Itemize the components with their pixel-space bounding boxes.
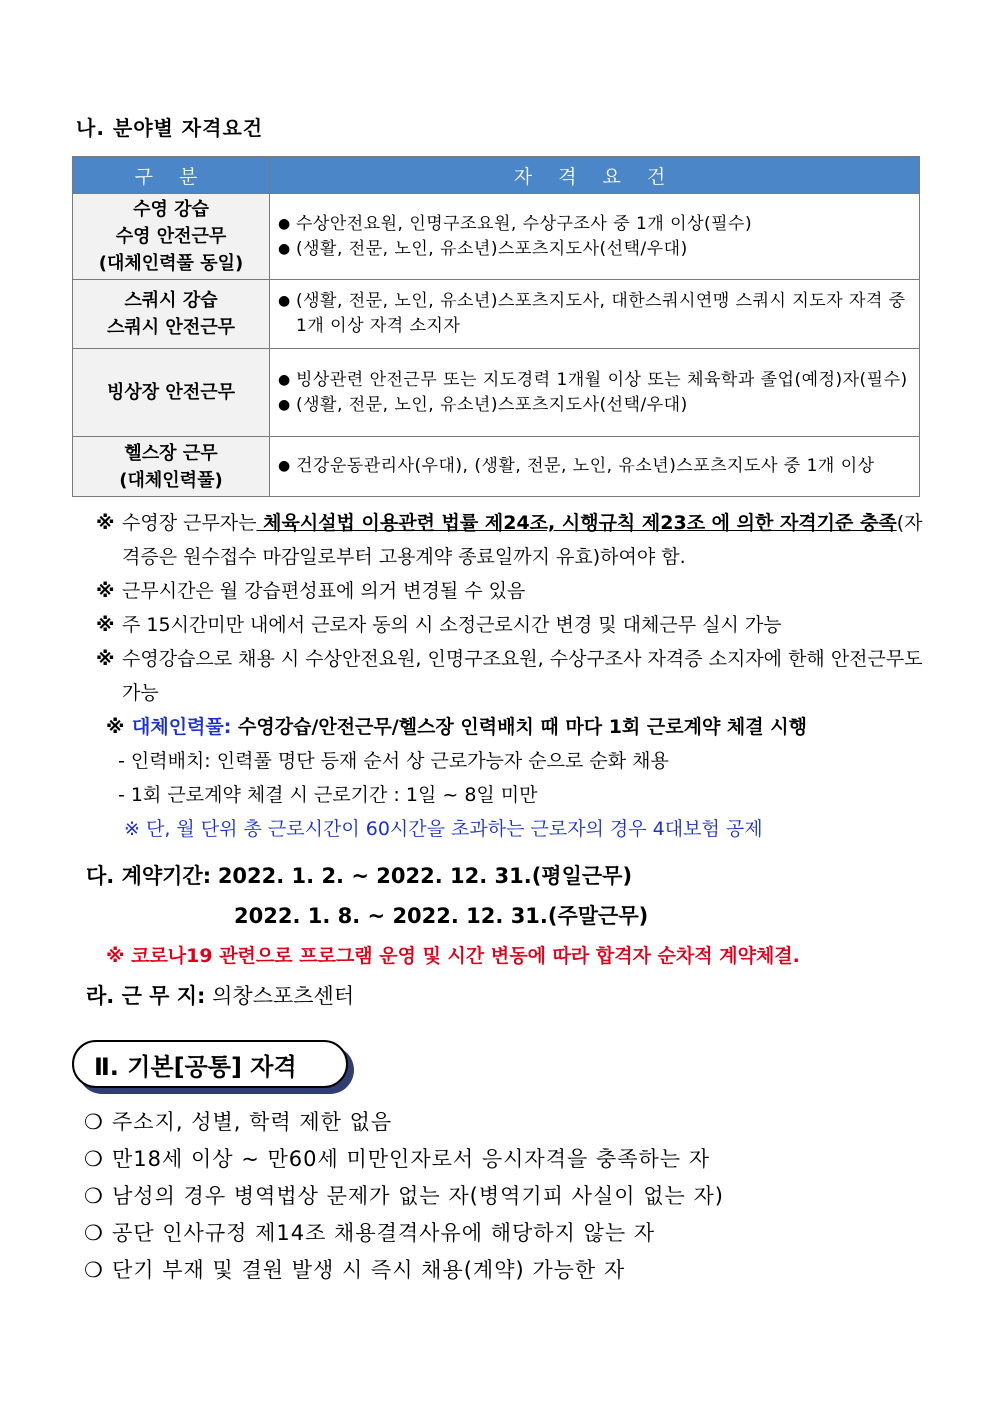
list-item: ● (생활, 전문, 노인, 유소년)스포츠지도사(선택/우대)	[276, 237, 911, 262]
circle-bullet-icon: ❍	[84, 1147, 104, 1171]
row-category	[73, 437, 270, 497]
table-row	[73, 194, 920, 280]
section-banner	[72, 1040, 348, 1088]
header-requirements: 자 격 요 건	[270, 157, 920, 194]
list-item: ● (생활, 전문, 노인, 유소년)스포츠지도사(선택/우대)	[276, 393, 911, 418]
basic-qualifications	[84, 1104, 724, 1289]
row-requirements	[270, 437, 920, 497]
list-item: ● 건강운동관리사(우대), (생활, 전문, 노인, 유소년)스포츠지도사 중 1개 이상	[276, 454, 911, 479]
row-requirements	[270, 194, 920, 280]
circle-bullet-icon: ❍	[84, 1110, 104, 1134]
banner-title: Ⅱ. 기본[공통] 자격	[94, 1053, 297, 1081]
category-line: (대체인력풀)	[119, 469, 223, 491]
note-mark: ※	[96, 648, 115, 670]
contract-section	[86, 856, 800, 1016]
note-item: ※ 근무시간은 월 강습편성표에 의거 변경될 수 있음	[96, 574, 926, 608]
note-insurance: ※ 단, 월 단위 총 근로시간이 60시간을 초과하는 근로자의 경우 4대보험 공제	[124, 818, 763, 840]
category-line: 스쿼시 강습	[124, 290, 218, 311]
contract-weekday: 다. 계약기간: 2022. 1. 2. ~ 2022. 12. 31.(평일근무)	[86, 864, 633, 888]
list-item: ❍ 남성의 경우 병역법상 문제가 없는 자(병역기피 사실이 없는 자)	[84, 1178, 724, 1215]
note-item: ※ 수영강습으로 채용 시 수상안전요원, 인명구조요원, 수상구조사 자격증 소지자에 한해 안전근무도 가능	[96, 642, 926, 710]
list-item: ❍ 단기 부재 및 결원 발생 시 즉시 채용(계약) 가능한 자	[84, 1252, 724, 1289]
circle-bullet-icon: ❍	[84, 1184, 104, 1208]
category-line: 스쿼시 안전근무	[107, 317, 235, 338]
note-mark: ※	[96, 512, 115, 534]
table-header-row	[73, 157, 920, 194]
category-line: 헬스장 근무	[124, 442, 218, 464]
category-line: 수영 안전근무	[115, 226, 227, 247]
note-item: ※ 수영장 근무자는 체육시설법 이용관련 법률 제24조, 시행규칙 제23조 에 의한 자격기준 충족(자격증은 원수접수 마감일로부터 고용계약 종료일까지 유효)하여야 함.	[96, 506, 926, 574]
note-item: ※ 주 15시간미만 내에서 근로자 동의 시 소정근로시간 변경 및 대체근무 실시 가능	[96, 608, 926, 642]
bullet-icon: ●	[278, 215, 291, 232]
row-category	[73, 349, 270, 437]
note-mark: ※	[96, 580, 115, 602]
bullet-icon: ●	[278, 293, 291, 309]
note-subitem: - 인력배치: 인력풀 명단 등재 순서 상 근로가능자 순으로 순화 채용	[118, 750, 669, 772]
bullet-icon: ●	[278, 371, 291, 388]
row-category	[73, 194, 270, 280]
row-requirements	[270, 349, 920, 437]
list-item: ❍ 공단 인사규정 제14조 채용결격사유에 해당하지 않는 자	[84, 1215, 724, 1252]
note-subitem: - 1회 근로계약 체결 시 근로기간 : 1일 ~ 8일 미만	[118, 784, 538, 806]
note-mark: ※	[106, 716, 125, 738]
list-item: ● 빙상관련 안전근무 또는 지도경력 1개월 이상 또는 체육학과 졸업(예정)자(필수)	[276, 368, 911, 393]
note-mark: ※	[96, 614, 115, 636]
table-row	[73, 280, 920, 349]
row-category	[73, 280, 270, 349]
table-row	[73, 437, 920, 497]
list-item: ● 수상안전요원, 인명구조요원, 수상구조사 중 1개 이상(필수)	[276, 212, 911, 237]
category-line: 수영 강습	[133, 199, 209, 220]
list-item: ● (생활, 전문, 노인, 유소년)스포츠지도사, 대한스쿼시연맹 스쿼시 지도자 자격 중 1개 이상 자격 소지자	[278, 291, 906, 336]
list-item: ❍ 주소지, 성별, 학력 제한 없음	[84, 1104, 724, 1141]
bullet-icon: ●	[278, 396, 291, 413]
covid-note: ※ 코로나19 관련으로 프로그램 운영 및 시간 변동에 따라 합격자 순차적 계약체결.	[106, 945, 800, 967]
category-line: (대체인력풀 동일)	[98, 253, 244, 274]
header-category: 구 분	[73, 157, 270, 194]
bullet-icon: ●	[278, 458, 291, 474]
list-item: ❍ 만18세 이상 ~ 만60세 미만인자로서 응시자격을 충족하는 자	[84, 1141, 724, 1178]
work-place: 라. 근 무 지: 의창스포츠센터	[86, 984, 355, 1008]
notes-section	[96, 506, 926, 846]
circle-bullet-icon: ❍	[84, 1221, 104, 1245]
section-title-na: 나. 분야별 자격요건	[76, 116, 264, 140]
table-row	[73, 349, 920, 437]
note-item: ※ 대체인력풀: 수영강습/안전근무/헬스장 인력배치 때 마다 1회 근로계약 체결 시행	[106, 710, 926, 744]
contract-weekend: 2022. 1. 8. ~ 2022. 12. 31.(주말근무)	[234, 904, 649, 928]
bullet-icon: ●	[278, 240, 291, 257]
category-line: 빙상장 안전근무	[107, 382, 235, 403]
circle-bullet-icon: ❍	[84, 1258, 104, 1282]
row-requirements	[270, 280, 920, 349]
qualification-table	[72, 156, 920, 497]
